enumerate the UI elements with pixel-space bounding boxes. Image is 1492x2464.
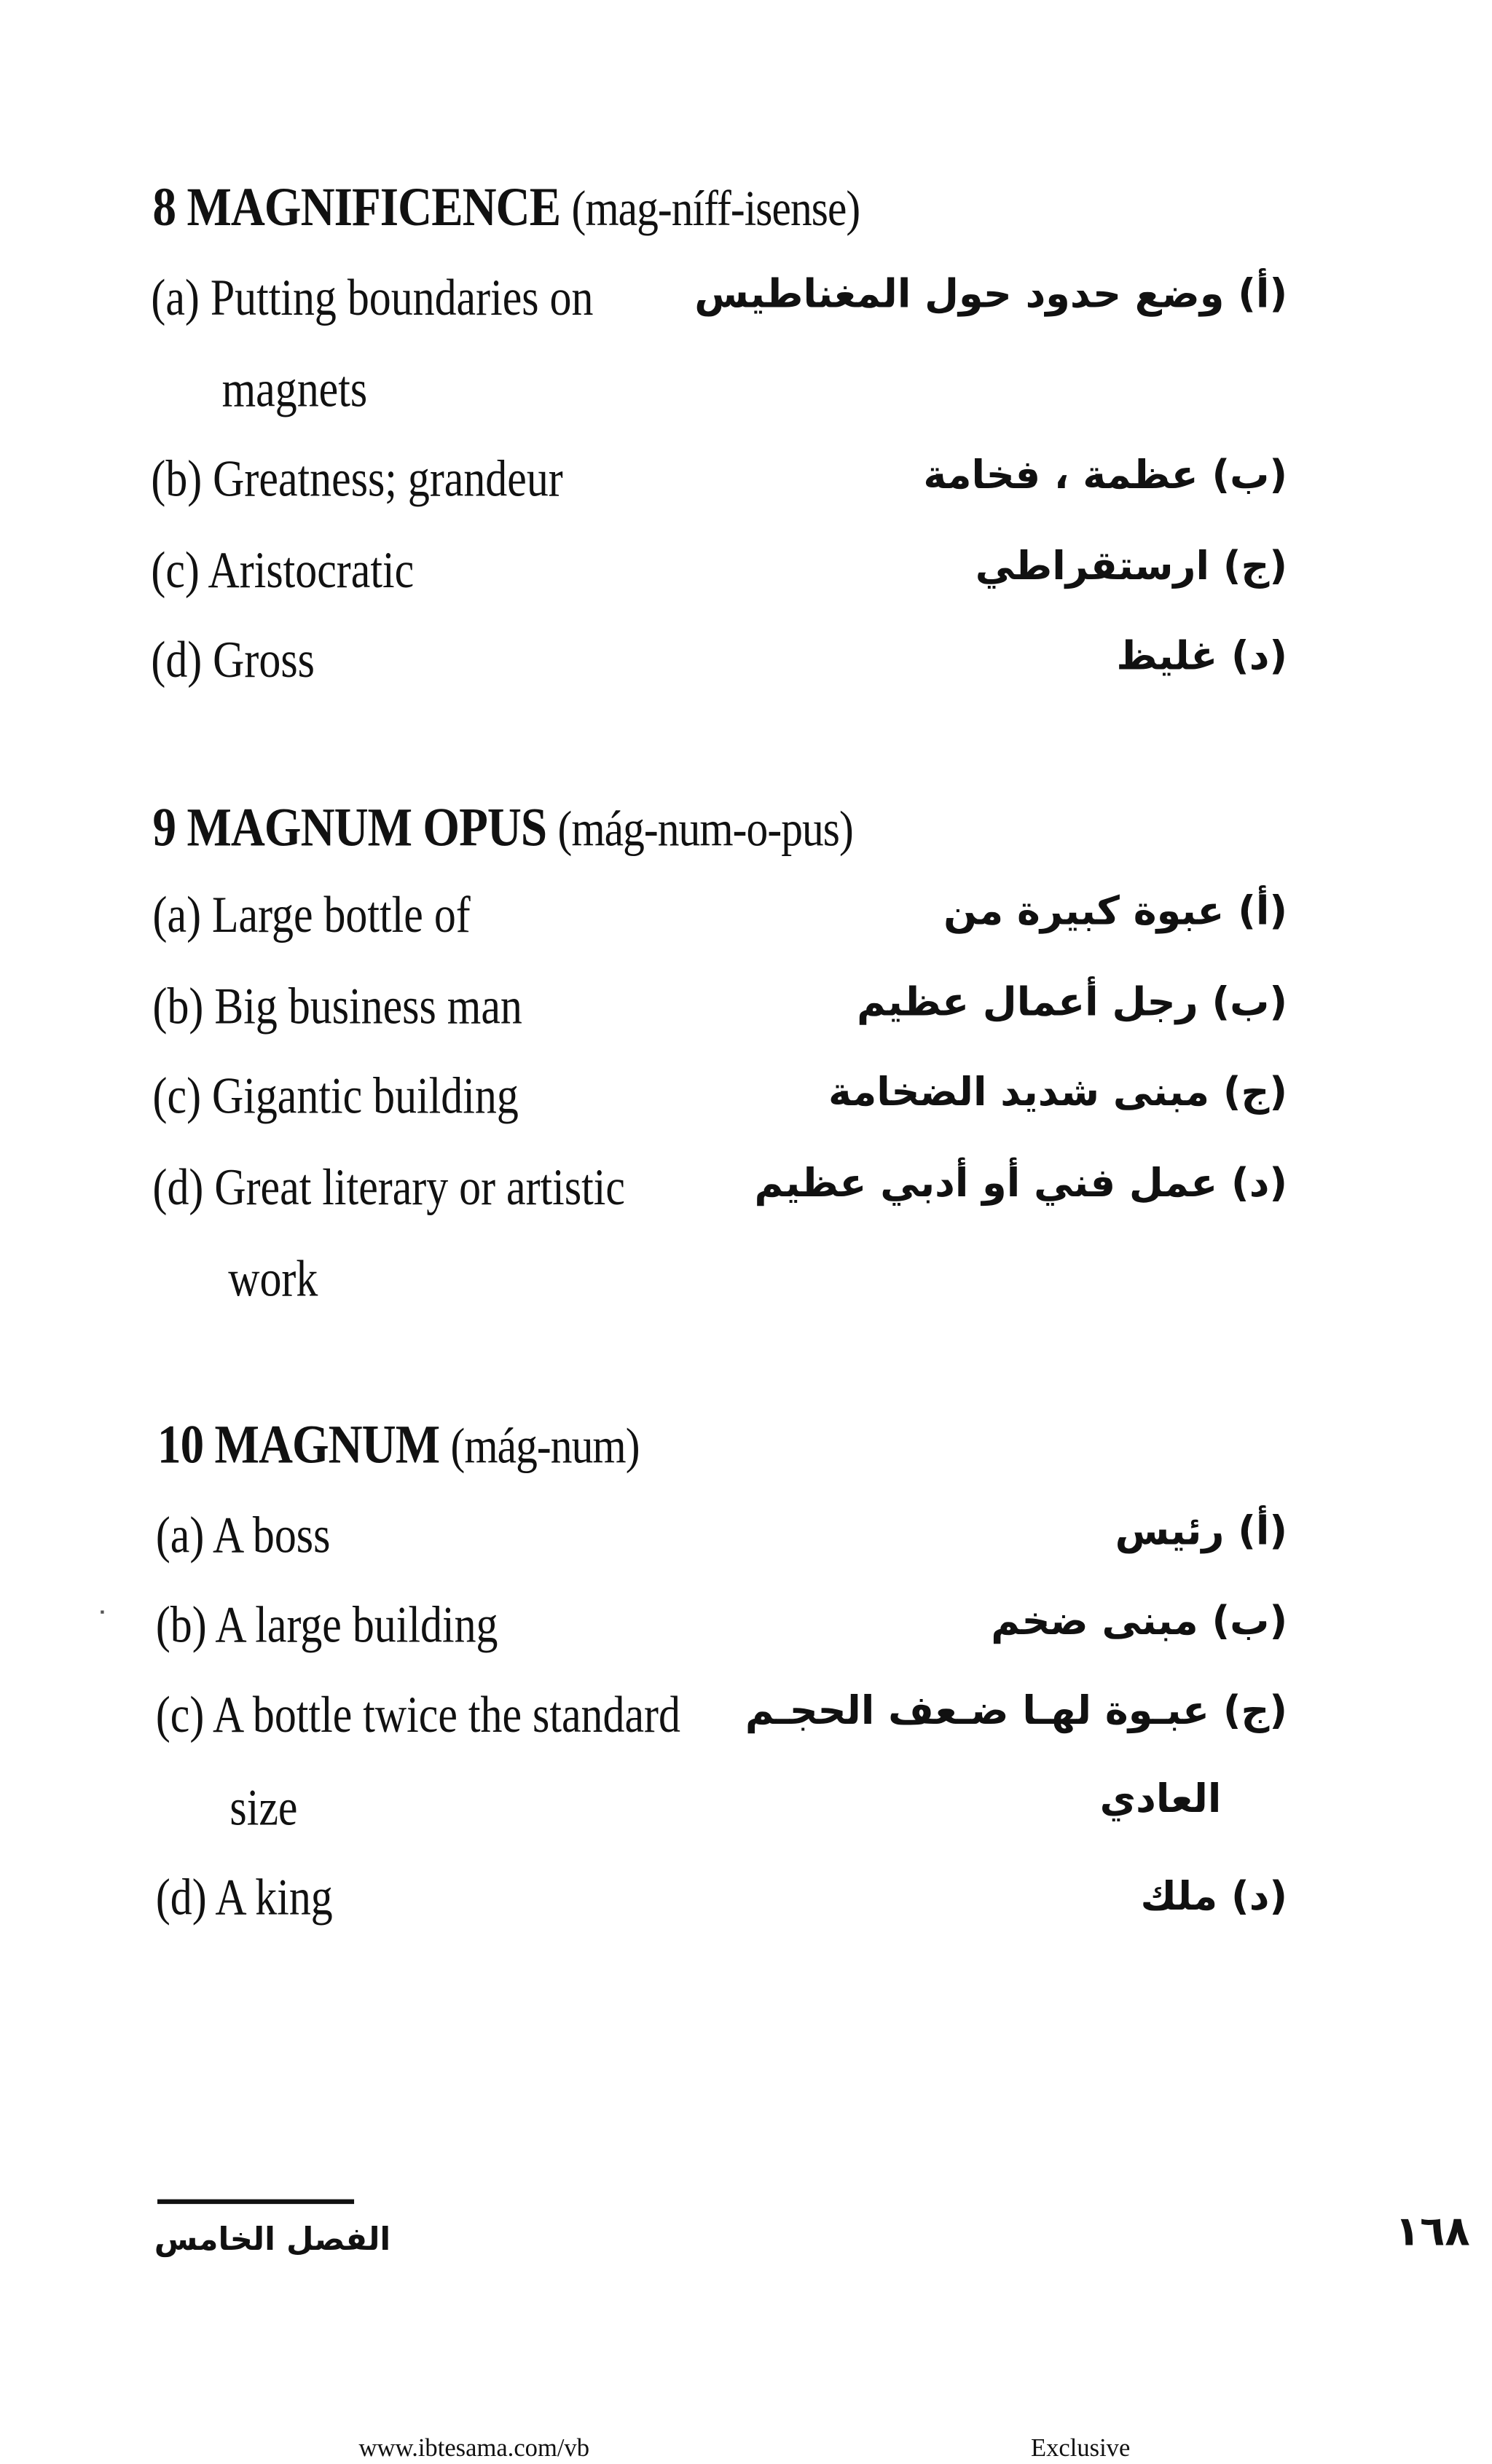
option-c-ar: (ج) عبـوة لهـا ضـعف الحجـم [745,1687,1288,1734]
option-b-ar: (ب) مبنى ضخم [991,1598,1288,1644]
entry-pronunciation: (mág-num) [450,1416,640,1474]
scan-speck [101,1610,103,1613]
option-b-en: (b) Greatness; grandeur [151,452,563,509]
option-c-ar-continued: العادي [1099,1776,1222,1822]
option-b-ar: (ب) رجل أعمال عظيم [857,979,1288,1025]
option-a-en: (a) Putting boundaries on [151,270,594,328]
option-c-en-continued: size [229,1780,298,1837]
entry-number: 8 [152,176,176,238]
option-d-en: (d) A king [155,1870,333,1927]
option-d-en: (d) Gross [151,632,315,690]
option-a-en: (a) A boss [155,1508,331,1565]
option-c-en: (c) Gigantic building [152,1069,519,1126]
entry-word: MAGNUM OPUS [186,796,547,858]
entry-number: 10 [157,1413,204,1475]
entry-10-heading [157,1413,640,1476]
option-d-en: (d) Great literary or artistic [152,1160,625,1217]
footer-rule [157,2200,354,2204]
entry-word: MAGNIFICENCE [186,176,561,238]
option-b-en: (b) A large building [155,1598,498,1655]
entry-pronunciation: (mág-num-o-pus) [557,799,853,857]
option-c-ar: (ج) ارستقراطي [975,543,1288,589]
entry-number: 9 [152,796,176,858]
page-number: ١٦٨ [1394,2208,1470,2256]
option-b-ar: (ب) عظمة ، فخامة [923,452,1288,498]
option-b-en: (b) Big business man [152,979,522,1036]
entry-9-heading [153,796,853,859]
option-d-en-continued: work [228,1251,318,1308]
option-d-ar: (د) غليظ [1116,632,1288,679]
watermark-site: www.ibtesama.com/vb [358,2435,589,2463]
option-a-en: (a) Large bottle of [152,887,471,945]
entry-8-heading [153,176,860,239]
option-a-en-continued: magnets [221,361,368,419]
watermark-label: Exclusive [1030,2435,1131,2463]
option-a-ar: (أ) وضع حدود حول المغناطيس [694,270,1288,317]
option-a-ar: (أ) رئيس [1115,1508,1288,1554]
option-d-ar: (د) ملك [1140,1873,1288,1920]
option-c-en: (c) A bottle twice the standard [155,1687,680,1745]
entry-word: MAGNUM [214,1413,440,1475]
option-c-ar: (ج) مبنى شديد الضخامة [828,1069,1288,1115]
option-a-ar: (أ) عبوة كبيرة من [943,887,1288,934]
entry-pronunciation: (mag-níff-isense) [571,179,860,237]
option-d-ar: (د) عمل فني أو أدبي عظيم [754,1160,1288,1207]
option-c-en: (c) Aristocratic [151,543,415,600]
chapter-label: الفصل الخامس [154,2219,391,2258]
